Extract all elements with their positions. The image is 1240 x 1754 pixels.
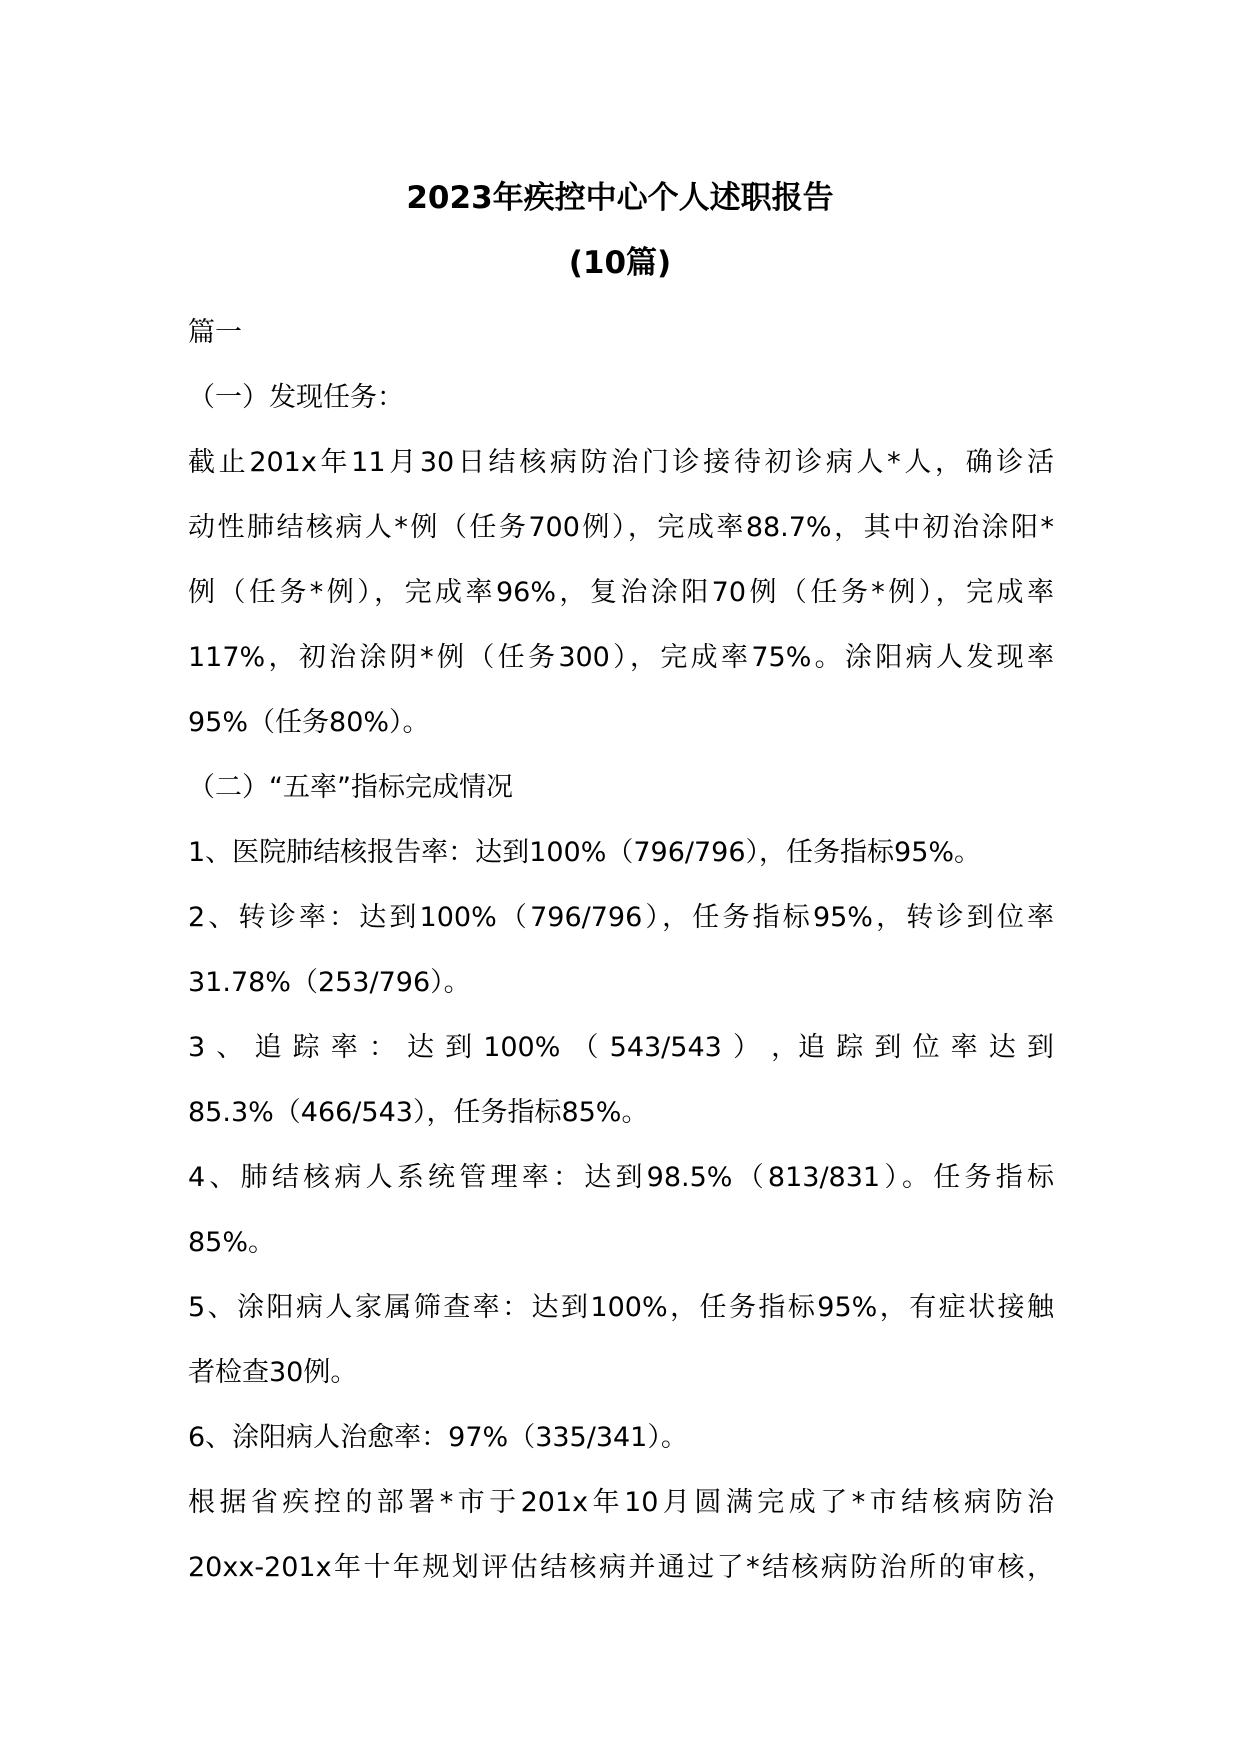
line-segment: 、 [216, 1032, 244, 1063]
document-title: 2023年疾控中心个人述职报告 [406, 180, 834, 216]
line-segment: 达 [988, 1032, 1016, 1063]
subsection-heading: （二）“五率”指标完成情况 [188, 772, 513, 803]
list-item-continuation: 85%。 [188, 1227, 276, 1258]
list-item-continuation: 31.78%（253/796）。 [188, 967, 471, 998]
line-segment: 100% [483, 1032, 561, 1063]
list-item [188, 1015, 1054, 1080]
paragraph-line: 截止201x年11月30日结核病防治门诊接待初诊病人*人，确诊活 [188, 447, 1054, 478]
paragraph-line: 95%（任务80%）。 [188, 707, 430, 738]
paragraph-line: 117%，初治涂阴*例（任务300），完成率75%。涂阳病人发现率 [188, 642, 1054, 673]
line-segment: 追 [254, 1032, 282, 1063]
line-segment: 踪 [292, 1032, 320, 1063]
paragraph-line: 动性肺结核病人*例（任务700例），完成率88.7%，其中初治涂阳* [188, 512, 1054, 543]
line-segment: ） [732, 1032, 760, 1063]
line-segment: 踪 [836, 1032, 864, 1063]
line-segment: 位 [912, 1032, 940, 1063]
document-body [188, 300, 1054, 1600]
list-item: 1、医院肺结核报告率：达到100%（796/796），任务指标95%。 [188, 837, 982, 868]
list-item: 6、涂阳病人治愈率：97%（335/341）。 [188, 1422, 688, 1453]
line-segment: （ [571, 1032, 599, 1063]
subsection-heading: （一）发现任务： [188, 382, 404, 413]
list-item-continuation: 85.3%（466/543），任务指标85%。 [188, 1097, 649, 1128]
line-segment: 率 [330, 1032, 358, 1063]
line-segment: 543/543 [609, 1032, 722, 1063]
line-segment: 达 [406, 1032, 434, 1063]
paragraph-line: 20xx-201x年十年规划评估结核病并通过了*结核病防治所的审核， [188, 1552, 1054, 1583]
document-subtitle: (10篇) [568, 245, 672, 281]
list-item: 5、涂阳病人家属筛查率：达到100%，任务指标95%，有症状接触 [188, 1292, 1054, 1323]
line-segment: 3 [188, 1032, 206, 1063]
line-segment: 到 [874, 1032, 902, 1063]
paragraph-line: 例（任务*例），完成率96%，复治涂阳70例（任务*例），完成率 [188, 577, 1054, 608]
line-segment: 率 [950, 1032, 978, 1063]
list-item: 4、肺结核病人系统管理率：达到98.5%（813/831）。任务指标 [188, 1162, 1054, 1193]
list-item: 2、转诊率：达到100%（796/796），任务指标95%，转诊到位率 [188, 902, 1054, 933]
line-segment: ： [368, 1032, 396, 1063]
section-heading: 篇一 [188, 317, 242, 348]
list-item-continuation: 者检查30例。 [188, 1357, 358, 1388]
line-segment: ，追 [771, 1032, 826, 1063]
line-segment: 到 [1026, 1032, 1054, 1063]
line-segment: 到 [445, 1032, 473, 1063]
paragraph-line: 根据省疾控的部署*市于201x年10月圆满完成了*市结核病防治 [188, 1487, 1054, 1518]
